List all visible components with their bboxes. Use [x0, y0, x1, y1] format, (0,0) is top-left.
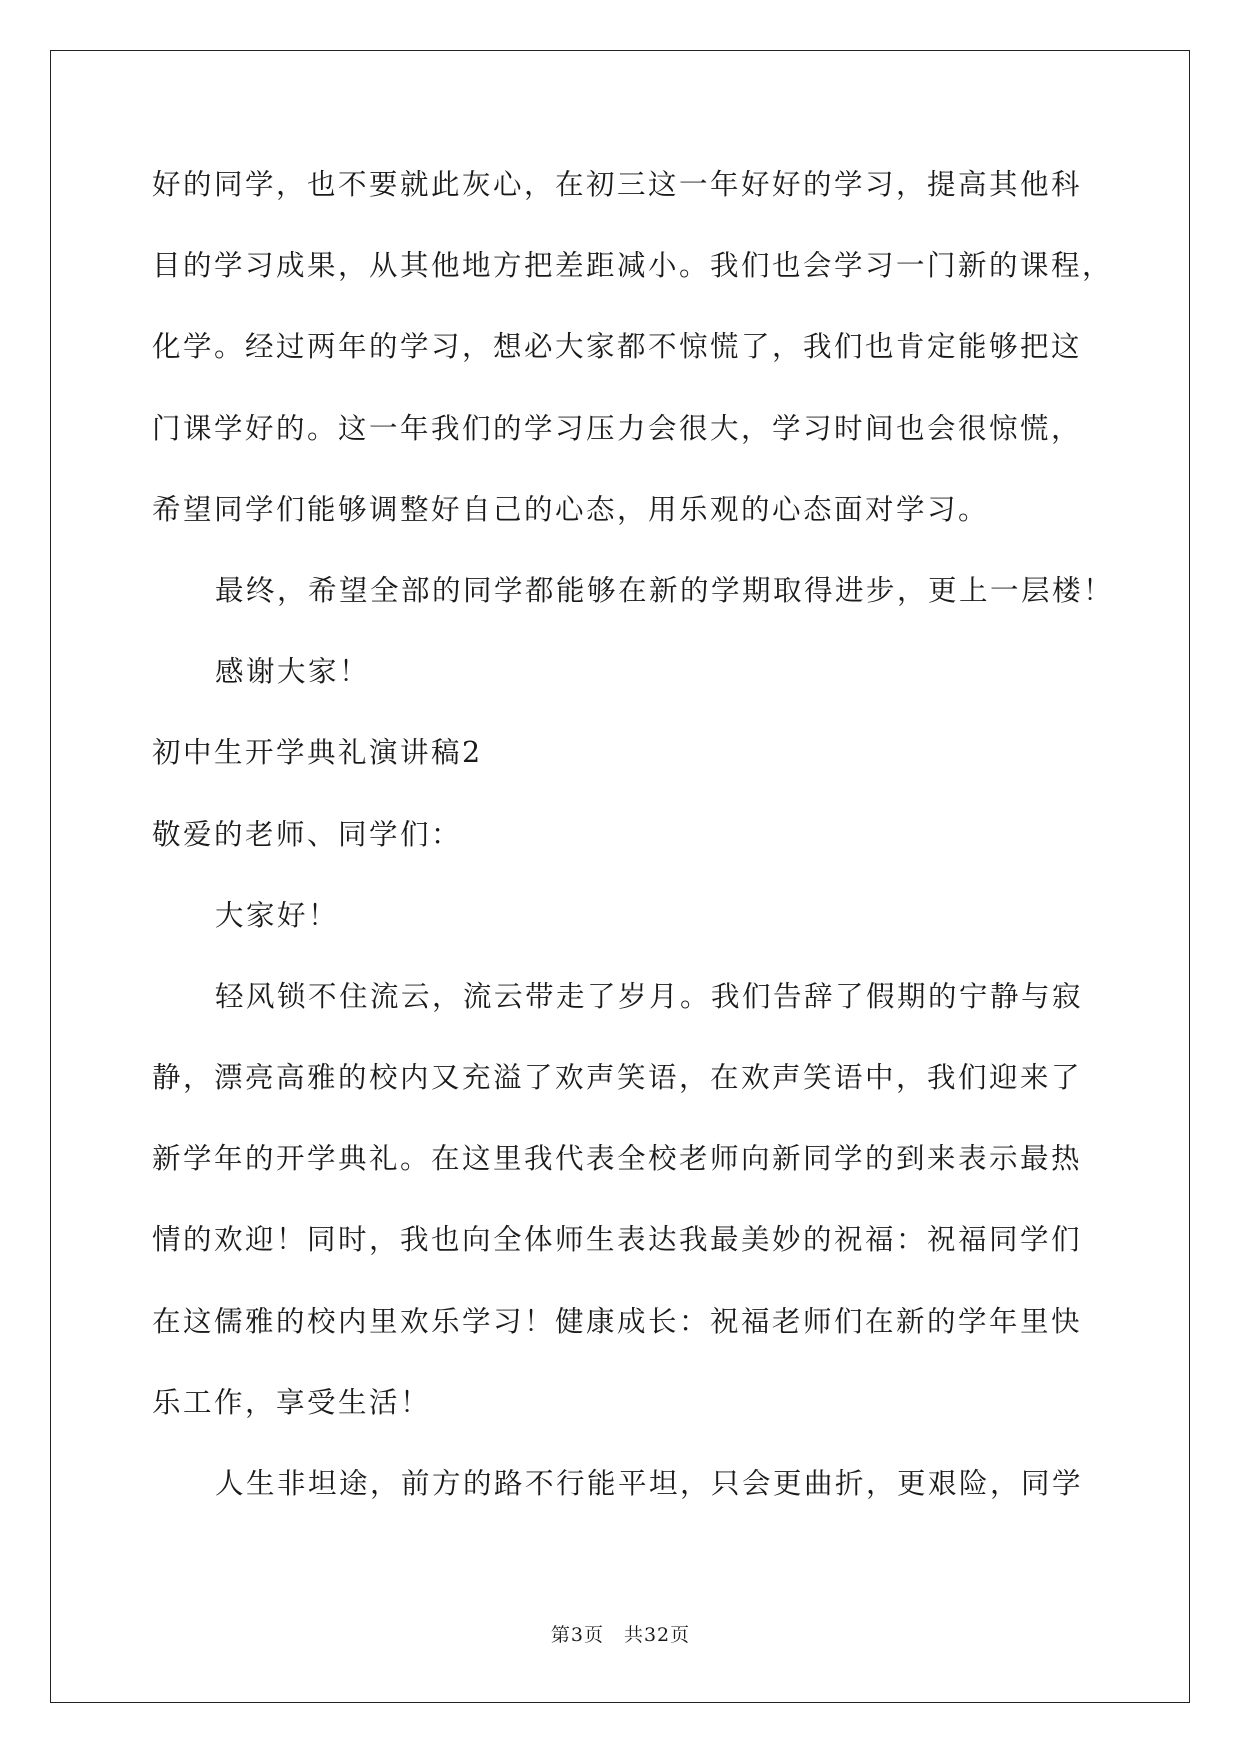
- document-body: [152, 165, 1115, 1545]
- salutation: 敬爱的老师、同学们：: [152, 817, 463, 851]
- text-line: 在这儒雅的校内里欢乐学习！健康成长：祝福老师们在新的学年里快: [152, 1304, 1083, 1338]
- text-line: 门课学好的。这一年我们的学习压力会很大，学习时间也会很惊慌，: [152, 411, 1083, 445]
- text-line: 新学年的开学典礼。在这里我代表全校老师向新同学的到来表示最热: [152, 1142, 1083, 1176]
- text-line: 静，漂亮高雅的校内又充溢了欢声笑语，在欢声笑语中，我们迎来了: [152, 1061, 1083, 1095]
- text-line: 希望同学们能够调整好自己的心态，用乐观的心态面对学习。: [152, 492, 990, 526]
- text-line: 好的同学，也不要就此灰心，在初三这一年好好的学习，提高其他科: [152, 168, 1083, 201]
- text-line: 最终，希望全部的同学都能够在新的学期取得进步，更上一层楼！: [215, 573, 1115, 607]
- page-number: 第3页: [550, 1624, 604, 1646]
- text-line: 化学。经过两年的学习，想必大家都不惊慌了，我们也肯定能够把这: [152, 330, 1083, 364]
- section-title: 初中生开学典礼演讲稿2: [152, 736, 483, 770]
- text-line: 人生非坦途，前方的路不行能平坦，只会更曲折，更艰险，同学: [215, 1467, 1084, 1500]
- page-total: 共32页: [623, 1624, 691, 1646]
- page-footer: [0, 1623, 1241, 1647]
- text-line: 乐工作，享受生活！: [152, 1385, 432, 1419]
- text-line: 感谢大家！: [215, 655, 371, 689]
- text-line: 目的学习成果，从其他地方把差距减小。我们也会学习一门新的课程，: [152, 249, 1114, 283]
- greeting: 大家好！: [215, 898, 340, 932]
- text-line: 轻风锁不住流云，流云带走了岁月。我们告辞了假期的宁静与寂: [215, 979, 1084, 1013]
- text-line: 情的欢迎！同时，我也向全体师生表达我最美妙的祝福：祝福同学们: [152, 1223, 1083, 1257]
